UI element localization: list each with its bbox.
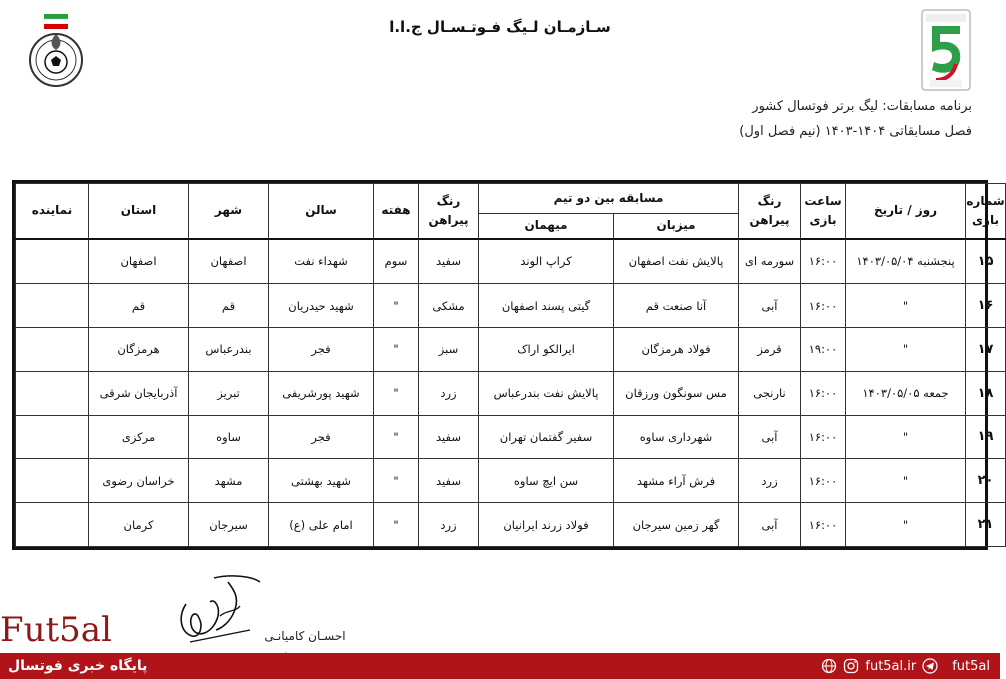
cell-week: "	[374, 503, 419, 547]
cell-guest-color: سبز	[419, 327, 479, 371]
cell-guest-color: زرد	[419, 503, 479, 547]
cell-host-color: زرد	[739, 459, 801, 503]
cell-hall: شهداء نفت	[269, 239, 374, 284]
header-week: هفته	[374, 184, 419, 239]
cell-hall: شهید حیدریان	[269, 284, 374, 328]
cell-week: "	[374, 327, 419, 371]
cell-province: مرکزی	[89, 415, 189, 459]
cell-hall: فجر	[269, 327, 374, 371]
competition-line: برنامه مسابقات: لیگ برتر فوتسال کشور	[752, 99, 972, 114]
cell-guest: فولاد زرند ایرانیان	[479, 503, 614, 547]
cell-province: آذربایجان شرقی	[89, 371, 189, 415]
cell-guest: کراپ الوند	[479, 239, 614, 284]
cell-rep	[16, 371, 89, 415]
cell-date: "	[846, 459, 966, 503]
cell-date: "	[846, 503, 966, 547]
cell-game-no: ۱۵	[966, 239, 1006, 284]
cell-host-color: آبی	[739, 415, 801, 459]
cell-date: "	[846, 327, 966, 371]
cell-host-color: نارنجی	[739, 371, 801, 415]
cell-host-color: سورمه ای	[739, 239, 801, 284]
cell-guest: پالایش نفت بندرعباس	[479, 371, 614, 415]
cell-game-no: ۱۶	[966, 284, 1006, 328]
cell-week: "	[374, 371, 419, 415]
cell-week: "	[374, 415, 419, 459]
header-guest-color: رنگ پیراهن	[419, 184, 479, 239]
cell-rep	[16, 239, 89, 284]
header-host-color: رنگ پیراهن	[739, 184, 801, 239]
cell-province: کرمان	[89, 503, 189, 547]
cell-guest: گیتی پسند اصفهان	[479, 284, 614, 328]
cell-date: "	[846, 415, 966, 459]
table-row	[16, 371, 1006, 415]
cell-host: گهر زمین سیرجان	[614, 503, 739, 547]
cell-host: فرش آراء مشهد	[614, 459, 739, 503]
cell-city: قم	[189, 284, 269, 328]
cell-hall: فجر	[269, 415, 374, 459]
cell-game-no: ۱۹	[966, 415, 1006, 459]
org-title: سـازمـان لـیگ فـوتـسـال ج.ا.ا	[389, 18, 611, 36]
cell-date: "	[846, 284, 966, 328]
header-time: ساعت بازی	[801, 184, 846, 239]
cell-guest-color: سفید	[419, 415, 479, 459]
cell-rep	[16, 284, 89, 328]
iran-federation-logo	[28, 12, 84, 88]
cell-province: هرمزگان	[89, 327, 189, 371]
globe-icon[interactable]	[821, 658, 837, 674]
header-host: میزبان	[614, 214, 739, 239]
cell-city: بندرعباس	[189, 327, 269, 371]
cell-city: ساوه	[189, 415, 269, 459]
cell-guest-color: مشکی	[419, 284, 479, 328]
cell-hall: امام علی (ع)	[269, 503, 374, 547]
cell-rep	[16, 459, 89, 503]
cell-host-color: قرمز	[739, 327, 801, 371]
cell-rep	[16, 503, 89, 547]
table-row	[16, 503, 1006, 547]
header-guest: میهمان	[479, 214, 614, 239]
telegram-link[interactable]: fut5al	[952, 658, 990, 674]
header-rep: نماینده	[16, 184, 89, 239]
header-date: روز / تاریخ	[846, 184, 966, 239]
cell-guest: سن ایچ ساوه	[479, 459, 614, 503]
cell-province: خراسان رضوی	[89, 459, 189, 503]
cell-game-no: ۲۱	[966, 503, 1006, 547]
table-row	[16, 415, 1006, 459]
cell-province: اصفهان	[89, 239, 189, 284]
telegram-icon[interactable]	[922, 658, 938, 674]
cell-city: مشهد	[189, 459, 269, 503]
table-row	[16, 459, 1006, 503]
cell-host: فولاد هرمزگان	[614, 327, 739, 371]
brand-wordmark	[0, 610, 112, 650]
cell-game-no: ۲۰	[966, 459, 1006, 503]
cell-guest-color: سفید	[419, 239, 479, 284]
cell-week: سوم	[374, 239, 419, 284]
cell-city: سیرجان	[189, 503, 269, 547]
cell-guest-color: سفید	[419, 459, 479, 503]
site-link[interactable]: fut5al.ir	[865, 658, 917, 674]
cell-guest: ایرالکو اراک	[479, 327, 614, 371]
cell-host: شهرداری ساوه	[614, 415, 739, 459]
header-game-no: شماره بازی	[966, 184, 1006, 239]
cell-rep	[16, 327, 89, 371]
cell-date: جمعه ۱۴۰۳/۰۵/۰۵	[846, 371, 966, 415]
cell-hall: شهید بهشتی	[269, 459, 374, 503]
brand-five: 5	[59, 610, 81, 650]
instagram-icon[interactable]	[843, 658, 859, 674]
cell-host: آنا صنعت قم	[614, 284, 739, 328]
cell-guest-color: زرد	[419, 371, 479, 415]
table-row	[16, 327, 1006, 371]
footer-tagline: پایگاه خبری فوتسال	[8, 658, 148, 674]
cell-time: ۱۶:۰۰	[801, 284, 846, 328]
signer-name: احسـان کامیانـی	[264, 629, 346, 643]
cell-city: اصفهان	[189, 239, 269, 284]
cell-time: ۱۶:۰۰	[801, 503, 846, 547]
cell-host: پالایش نفت اصفهان	[614, 239, 739, 284]
table-row	[16, 284, 1006, 328]
cell-host-color: آبی	[739, 503, 801, 547]
cell-time: ۱۶:۰۰	[801, 239, 846, 284]
brand-prefix: Fut	[0, 610, 60, 650]
cell-host: مس سونگون ورزقان	[614, 371, 739, 415]
cell-game-no: ۱۸	[966, 371, 1006, 415]
cell-time: ۱۶:۰۰	[801, 459, 846, 503]
header-hall: سالن	[269, 184, 374, 239]
cell-week: "	[374, 284, 419, 328]
cell-rep	[16, 415, 89, 459]
footer-bar	[0, 653, 1000, 679]
cell-week: "	[374, 459, 419, 503]
cell-host-color: آبی	[739, 284, 801, 328]
cell-guest: سفیر گفتمان تهران	[479, 415, 614, 459]
header-match: مسابقه بین دو تیم	[479, 184, 739, 214]
cell-province: قم	[89, 284, 189, 328]
cell-time: ۱۶:۰۰	[801, 371, 846, 415]
header-city: شهر	[189, 184, 269, 239]
footer-links	[821, 653, 990, 679]
futsal-league-logo	[920, 8, 972, 92]
cell-date: پنجشنبه ۱۴۰۳/۰۵/۰۴	[846, 239, 966, 284]
schedule-table	[12, 180, 1005, 550]
table-row	[16, 239, 1006, 284]
cell-city: تبریز	[189, 371, 269, 415]
header-province: استان	[89, 184, 189, 239]
season-line: فصل مسابقاتی ۱۴۰۴-۱۴۰۳ (نیم فصل اول)	[739, 124, 972, 139]
brand-suffix: al	[80, 610, 112, 650]
signature-image	[170, 572, 280, 656]
cell-hall: شهید پورشریفی	[269, 371, 374, 415]
cell-time: ۱۶:۰۰	[801, 415, 846, 459]
cell-game-no: ۱۷	[966, 327, 1006, 371]
cell-time: ۱۹:۰۰	[801, 327, 846, 371]
